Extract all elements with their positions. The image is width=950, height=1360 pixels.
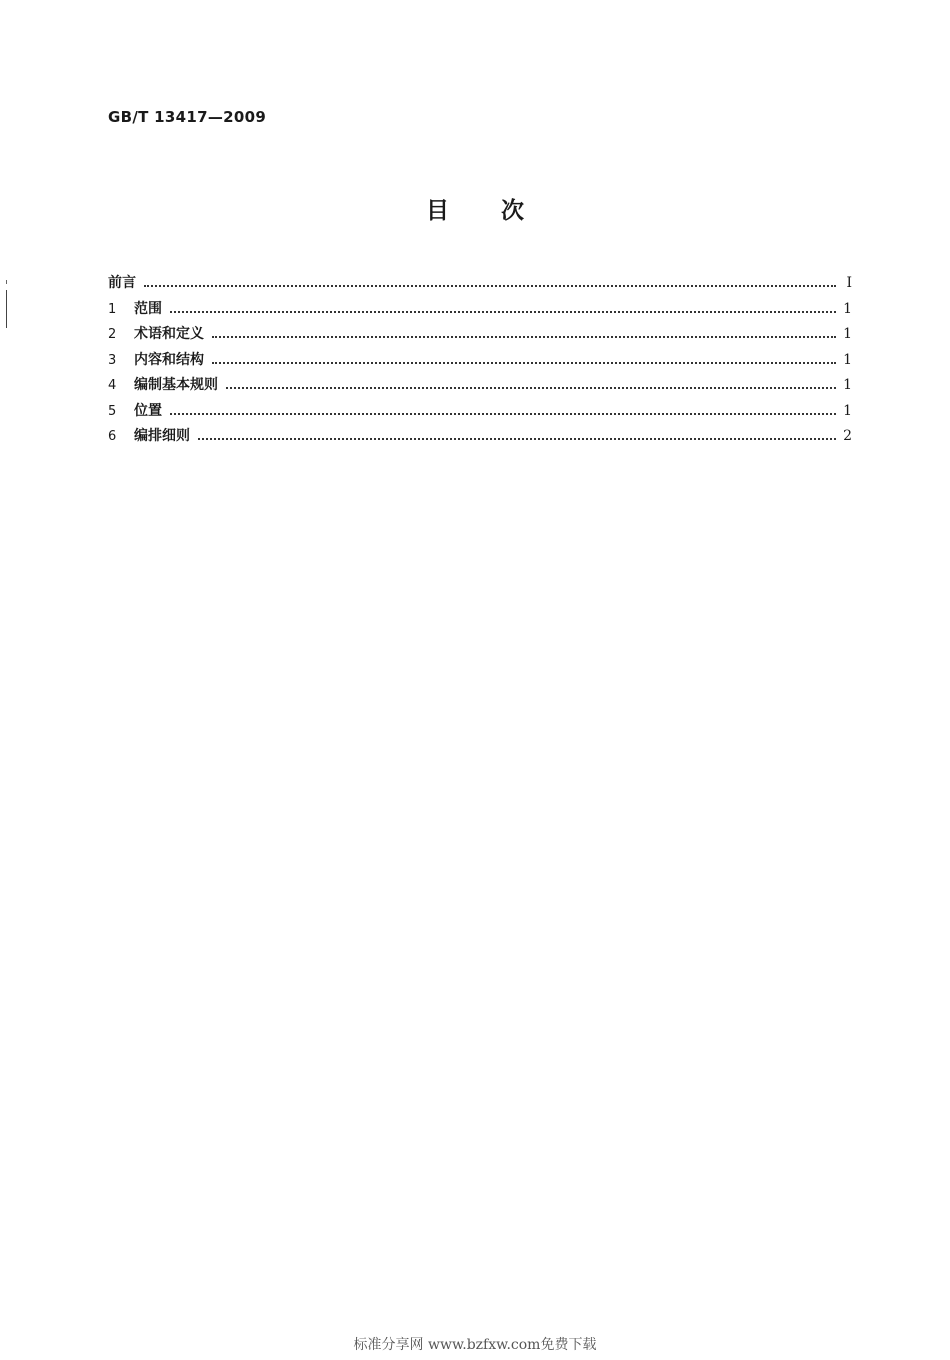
toc-entry-page: 2	[843, 428, 852, 444]
toc-entry-label: 内容和结构	[134, 351, 204, 368]
toc-leader-dots	[144, 285, 836, 287]
toc-entry-page: 1	[843, 326, 852, 342]
toc-entry-number: 2	[108, 327, 117, 342]
toc-entry-label: 编排细则	[134, 428, 190, 444]
toc-leader-dots	[212, 362, 836, 364]
toc-entry-number: 5	[108, 403, 117, 419]
toc-leader-dots	[198, 438, 836, 440]
toc-entry-number: 4	[108, 378, 117, 393]
toc-entry-label: 范围	[134, 300, 162, 317]
toc-entry-layout-details[interactable]	[108, 425, 852, 451]
toc-entry-foreword[interactable]	[108, 272, 852, 298]
toc-leader-dots	[170, 311, 836, 313]
toc-entry-page: 1	[843, 377, 852, 393]
toc-entry-content-structure[interactable]	[108, 349, 852, 375]
footer-watermark: 标准分享网 www.bzfxw.com免费下载	[353, 1337, 597, 1353]
toc-leader-dots	[170, 413, 836, 415]
toc-entry-page: I	[846, 275, 852, 291]
table-of-contents	[108, 272, 852, 451]
page-title-char-1: 目	[426, 198, 449, 224]
toc-entry-number: 1	[108, 301, 117, 317]
toc-entry-page: 1	[843, 300, 852, 317]
toc-entry-number: 3	[108, 352, 117, 368]
page-title	[0, 192, 950, 225]
toc-entry-position[interactable]	[108, 400, 852, 426]
standard-code: GB/T 13417—2009	[108, 108, 267, 126]
toc-entry-scope[interactable]	[108, 298, 852, 324]
toc-entry-label: 编制基本规则	[134, 377, 218, 393]
toc-entry-label: 位置	[134, 402, 162, 419]
toc-entry-label: 前言	[108, 275, 136, 291]
toc-entry-terms[interactable]	[108, 323, 852, 349]
margin-tick	[6, 280, 7, 284]
page-title-char-2: 次	[501, 198, 524, 224]
margin-mark	[6, 290, 7, 328]
toc-leader-dots	[226, 387, 836, 389]
toc-entry-basic-rules[interactable]	[108, 374, 852, 400]
toc-entry-label: 术语和定义	[134, 326, 204, 342]
toc-entry-page: 1	[843, 402, 852, 419]
toc-leader-dots	[212, 336, 836, 338]
toc-entry-page: 1	[843, 351, 852, 368]
toc-entry-number: 6	[108, 429, 117, 444]
